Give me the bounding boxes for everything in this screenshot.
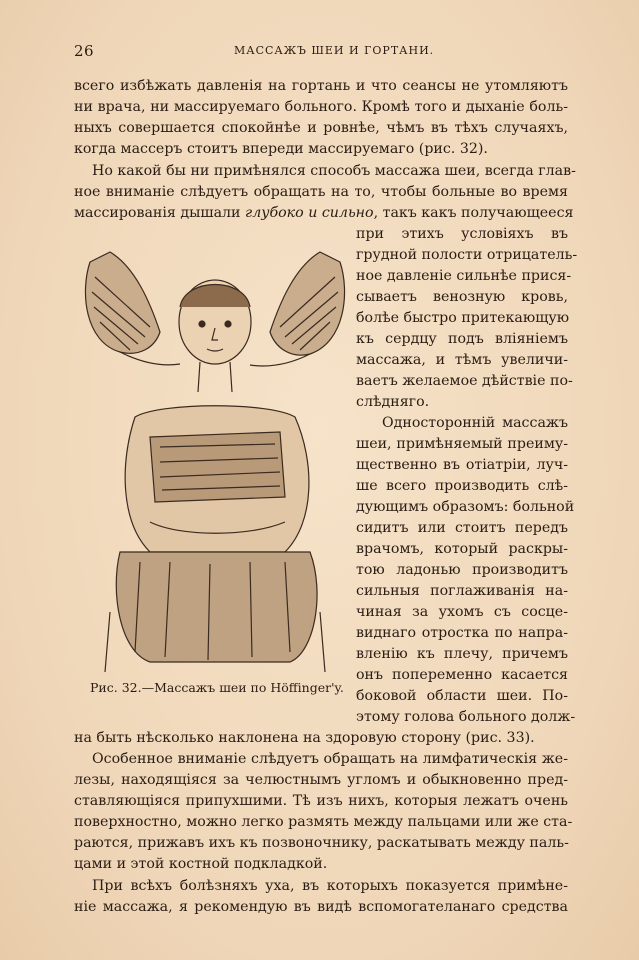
text-line: сильныя поглаживанія на- <box>356 583 568 599</box>
text-line: Односторонній массажъ <box>382 415 568 431</box>
text-line: когда массеръ стоитъ впереди массируемаго (рис. 32). <box>74 141 488 157</box>
text-line: сидитъ или стоитъ передъ <box>356 520 568 536</box>
text-line: раются, прижавъ ихъ къ позвоночнику, раскатывать между паль- <box>74 835 569 851</box>
text-line: ныхъ совершается спокойнѣе и ровнѣе, чѣмъ въ тѣхъ случаяхъ, <box>74 120 568 136</box>
text-line: цами и этой костной подкладкой. <box>74 856 328 872</box>
emphasis-text: глубоко и сильно <box>245 205 374 221</box>
text-line: щественно въ отіатріи, луч- <box>356 457 568 473</box>
text-line: онъ попеременно касается <box>356 667 568 683</box>
text-line: боковой области шеи. По- <box>356 688 568 704</box>
text-line: ни врача, ни массируемаго больного. Кромѣ того и дыханіе боль- <box>74 99 568 115</box>
text-line: вленію къ плечу, причемъ <box>356 646 568 662</box>
text-line: ваетъ желаемое дѣйствіе по- <box>356 373 573 389</box>
text-line: При всѣхъ болѣзняхъ уха, въ которыхъ показуется примѣне- <box>92 878 568 894</box>
text-line: сываетъ венозную кровь, <box>356 289 568 305</box>
text-line: ніе массажа, я рекомендую въ видѣ вспомогателанаго средства <box>74 899 568 915</box>
text-line: ше всего производить слѣ- <box>356 478 568 494</box>
running-title: МАССАЖЪ ШЕИ И ГОРТАНИ. <box>234 44 435 57</box>
text-line: болѣе быстро притекающую <box>356 310 570 326</box>
text-line: ное давленіе сильнѣе прися- <box>356 268 572 284</box>
text-line: ное вниманіе слѣдуетъ обращать на то, чтобы больные во время <box>74 184 568 200</box>
text-line: ставляющіяся припухшими. Тѣ изъ нихъ, которыя лежатъ очень <box>74 793 568 809</box>
text-line: этому голова больного долж- <box>356 709 576 725</box>
text-line: лезы, находящіяся за челюстнымъ угломъ и обыкновенно пред- <box>74 772 568 788</box>
text-line: Но какой бы ни примѣнялся способъ массажа шеи, всегда глав- <box>92 163 576 179</box>
massage-engraving <box>80 232 350 672</box>
text-line: поверхностно, можно легко размять между пальцами или же ста- <box>74 814 573 830</box>
text-line: слѣдняго. <box>356 394 430 410</box>
text-line-with-emphasis: массированія дышали глубоко и сильно, такъ какъ получающееся <box>74 205 574 221</box>
text-line: тою ладонью производитъ <box>356 562 568 578</box>
text-line: виднаго отростка по напра- <box>356 625 568 641</box>
figure-caption: Рис. 32.—Массажъ шеи по Höffinger'y. <box>90 680 344 695</box>
figure-illustration <box>80 232 350 672</box>
text-line: врачомъ, который раскры- <box>356 541 568 557</box>
text-line: при этихъ условіяхъ въ <box>356 226 568 242</box>
text-line: Особенное вниманіе слѣдуетъ обращать на лимфатическія же- <box>92 751 568 767</box>
page-number: 26 <box>74 42 95 60</box>
text-line: грудной полости отрицатель- <box>356 247 578 263</box>
text-line: чиная за ухомъ съ сосце- <box>356 604 568 620</box>
text-line: дующимъ образомъ: больной <box>356 499 575 515</box>
text-line: всего избѣжать давленія на гортань и что сеансы не утомляютъ <box>74 78 568 94</box>
text-line: на быть нѣсколько наклонена на здоровую сторону (рис. 33). <box>74 730 535 746</box>
text-line: шеи, примѣняемый преиму- <box>356 436 568 452</box>
text-line: къ сердцу подъ вліяніемъ <box>356 331 568 347</box>
text-line: массажа, и тѣмъ увеличи- <box>356 352 568 368</box>
